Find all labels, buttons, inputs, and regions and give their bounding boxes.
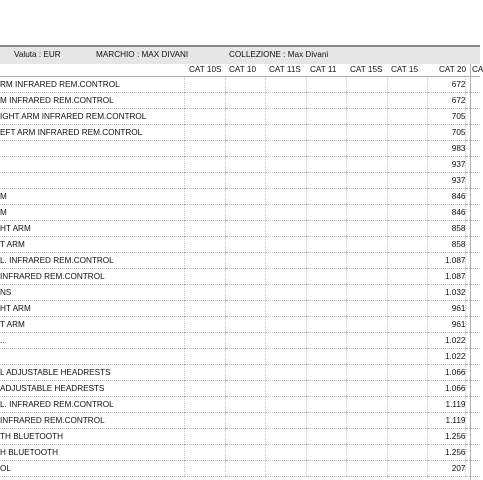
price-cell [266, 365, 306, 381]
price-cell [466, 109, 480, 125]
row-description: T ARM [0, 317, 185, 333]
row-description: NS [0, 285, 185, 301]
price-cell [306, 365, 346, 381]
price-cell [225, 237, 265, 253]
price-cell [306, 381, 346, 397]
price-cell [347, 253, 387, 269]
price-cell [185, 253, 225, 269]
price-cell [266, 349, 306, 365]
price-cell [266, 237, 306, 253]
cat20-price-cell: 983 [428, 141, 466, 157]
price-cell [347, 77, 387, 93]
price-cell [347, 141, 387, 157]
column-header-row [0, 64, 483, 77]
price-cell [387, 333, 427, 349]
price-cell [306, 445, 346, 461]
price-cell [306, 77, 346, 93]
price-cell [306, 157, 346, 173]
price-cell [225, 221, 265, 237]
price-list-meta-bar [0, 45, 480, 65]
price-cell [387, 397, 427, 413]
cat20-price-cell: 1.119 [428, 397, 466, 413]
price-cell [347, 349, 387, 365]
price-cell [266, 461, 306, 477]
table-row [0, 125, 480, 141]
price-cell [466, 349, 480, 365]
price-cell [466, 413, 480, 429]
price-cell [306, 125, 346, 141]
price-cell [466, 237, 480, 253]
cat20-price-cell: 672 [428, 93, 466, 109]
row-description: T ARM [0, 237, 185, 253]
price-cell [225, 349, 265, 365]
price-cell [347, 381, 387, 397]
price-cell [306, 429, 346, 445]
column-divider [470, 64, 471, 480]
price-cell [185, 77, 225, 93]
row-description: H BLUETOOTH [0, 445, 185, 461]
table-row [0, 285, 480, 301]
price-cell [185, 445, 225, 461]
price-cell [306, 269, 346, 285]
price-cell [266, 269, 306, 285]
row-description [0, 157, 185, 173]
table-row [0, 269, 480, 285]
price-cell [387, 269, 427, 285]
cat20-price-cell: 705 [428, 125, 466, 141]
price-cell [266, 429, 306, 445]
cat20-price-cell: 1.087 [428, 253, 466, 269]
price-cell [387, 221, 427, 237]
price-cell [185, 317, 225, 333]
price-cell [387, 301, 427, 317]
table-row [0, 461, 480, 477]
column-header: CAT 11 [310, 65, 337, 74]
price-cell [347, 429, 387, 445]
cat20-price-cell: 846 [428, 205, 466, 221]
price-cell [266, 381, 306, 397]
price-cell [347, 365, 387, 381]
cat20-price-cell: 705 [428, 109, 466, 125]
price-cell [387, 461, 427, 477]
price-cell [266, 189, 306, 205]
table-row [0, 237, 480, 253]
price-cell [466, 429, 480, 445]
row-description: TH BLUETOOTH [0, 429, 185, 445]
column-header: CA [472, 65, 483, 74]
table-row [0, 157, 480, 173]
cat20-price-cell: 1.032 [428, 285, 466, 301]
price-cell [387, 189, 427, 205]
price-cell [185, 205, 225, 221]
column-header: CAT 10 [229, 65, 256, 74]
price-cell [347, 269, 387, 285]
price-list-sheet [0, 45, 483, 480]
brand-label: MARCHIO : MAX DIVANI [96, 50, 189, 59]
price-cell [306, 221, 346, 237]
cat20-price-cell: 1.119 [428, 413, 466, 429]
price-cell [185, 397, 225, 413]
table-row [0, 189, 480, 205]
price-cell [466, 317, 480, 333]
price-cell [185, 349, 225, 365]
price-cell [347, 397, 387, 413]
price-cell [347, 333, 387, 349]
price-cell [466, 125, 480, 141]
table-row [0, 173, 480, 189]
price-cell [347, 173, 387, 189]
price-cell [266, 253, 306, 269]
price-cell [306, 205, 346, 221]
price-cell [466, 285, 480, 301]
cat20-price-cell: 1.066 [428, 381, 466, 397]
row-description: L. INFRARED REM.CONTROL [0, 253, 185, 269]
row-description: INFRARED REM.CONTROL [0, 413, 185, 429]
price-cell [225, 141, 265, 157]
price-cell [387, 253, 427, 269]
price-cell [225, 173, 265, 189]
cat20-price-cell: 1.022 [428, 333, 466, 349]
price-cell [347, 461, 387, 477]
price-cell [266, 397, 306, 413]
price-cell [266, 157, 306, 173]
table-row [0, 413, 480, 429]
row-description: IGHT ARM INFRARED REM.CONTROL [0, 109, 185, 125]
price-cell [266, 301, 306, 317]
price-cell [185, 173, 225, 189]
price-cell [387, 349, 427, 365]
price-cell [225, 397, 265, 413]
price-cell [387, 317, 427, 333]
cat20-price-cell: 1.022 [428, 349, 466, 365]
price-cell [466, 141, 480, 157]
row-description: .. [0, 333, 185, 349]
cat20-price-cell: 1.087 [428, 269, 466, 285]
price-cell [185, 333, 225, 349]
table-row [0, 77, 480, 93]
price-cell [387, 109, 427, 125]
price-cell [387, 173, 427, 189]
price-cell [387, 285, 427, 301]
price-cell [225, 77, 265, 93]
price-cell [466, 221, 480, 237]
price-cell [347, 301, 387, 317]
price-cell [387, 429, 427, 445]
price-cell [225, 93, 265, 109]
price-cell [185, 301, 225, 317]
table-row [0, 141, 480, 157]
cat20-price-cell: 672 [428, 77, 466, 93]
row-description: M [0, 205, 185, 221]
price-cell [347, 317, 387, 333]
cat20-price-cell: 1.256 [428, 429, 466, 445]
row-description: ADJUSTABLE HEADRESTS [0, 381, 185, 397]
cat20-price-cell: 846 [428, 189, 466, 205]
price-cell [266, 317, 306, 333]
price-cell [225, 381, 265, 397]
price-cell [466, 381, 480, 397]
row-description [0, 173, 185, 189]
price-cell [306, 253, 346, 269]
price-cell [306, 461, 346, 477]
price-cell [306, 349, 346, 365]
column-header: CAT 20 [439, 65, 466, 74]
price-cell [185, 125, 225, 141]
price-cell [347, 157, 387, 173]
price-cell [466, 269, 480, 285]
row-description: INFRARED REM.CONTROL [0, 269, 185, 285]
price-cell [185, 365, 225, 381]
price-cell [185, 413, 225, 429]
row-description: HT ARM [0, 301, 185, 317]
price-cell [466, 253, 480, 269]
price-cell [225, 333, 265, 349]
price-cell [185, 429, 225, 445]
price-cell [387, 77, 427, 93]
price-cell [266, 205, 306, 221]
price-cell [225, 429, 265, 445]
price-cell [347, 237, 387, 253]
price-cell [306, 397, 346, 413]
price-cell [347, 93, 387, 109]
table-row [0, 381, 480, 397]
price-cell [266, 445, 306, 461]
price-cell [387, 413, 427, 429]
price-cell [306, 317, 346, 333]
price-cell [266, 413, 306, 429]
cat20-price-cell: 858 [428, 237, 466, 253]
price-cell [266, 125, 306, 141]
price-cell [185, 109, 225, 125]
cat20-price-cell: 1.256 [428, 445, 466, 461]
price-cell [387, 237, 427, 253]
price-cell [347, 413, 387, 429]
price-cell [185, 157, 225, 173]
cat20-price-cell: 961 [428, 301, 466, 317]
table-row [0, 205, 480, 221]
price-table [0, 77, 480, 477]
table-row [0, 301, 480, 317]
row-description [0, 141, 185, 157]
price-cell [306, 189, 346, 205]
price-cell [306, 413, 346, 429]
price-cell [466, 173, 480, 189]
price-cell [185, 93, 225, 109]
price-cell [185, 269, 225, 285]
price-cell [266, 173, 306, 189]
price-cell [225, 413, 265, 429]
price-cell [225, 301, 265, 317]
price-cell [225, 253, 265, 269]
price-cell [306, 173, 346, 189]
price-cell [387, 365, 427, 381]
row-description: M [0, 189, 185, 205]
price-cell [466, 301, 480, 317]
price-cell [306, 93, 346, 109]
price-cell [306, 301, 346, 317]
price-cell [185, 461, 225, 477]
table-row [0, 253, 480, 269]
price-cell [466, 445, 480, 461]
price-cell [347, 189, 387, 205]
price-cell [347, 205, 387, 221]
row-description: RM INFRARED REM.CONTROL [0, 77, 185, 93]
price-cell [387, 157, 427, 173]
column-header: CAT 11S [269, 65, 301, 74]
price-cell [466, 189, 480, 205]
price-cell [306, 333, 346, 349]
table-row [0, 445, 480, 461]
price-cell [225, 445, 265, 461]
price-cell [347, 221, 387, 237]
price-cell [225, 269, 265, 285]
price-cell [225, 189, 265, 205]
row-description [0, 349, 185, 365]
price-cell [306, 237, 346, 253]
column-header: CAT 15 [391, 65, 418, 74]
price-cell [466, 461, 480, 477]
price-cell [266, 221, 306, 237]
price-cell [225, 157, 265, 173]
currency-label: Valuta : EUR [14, 50, 61, 59]
price-cell [387, 445, 427, 461]
cat20-price-cell: 961 [428, 317, 466, 333]
price-cell [266, 333, 306, 349]
column-header: CAT 10S [189, 65, 222, 74]
table-row [0, 109, 480, 125]
row-description: EFT ARM INFRARED REM.CONTROL [0, 125, 185, 141]
price-cell [185, 141, 225, 157]
row-description: L. INFRARED REM.CONTROL [0, 397, 185, 413]
price-cell [466, 365, 480, 381]
column-header: CAT 15S [350, 65, 383, 74]
table-row [0, 365, 480, 381]
table-row [0, 397, 480, 413]
price-cell [387, 125, 427, 141]
table-row [0, 349, 480, 365]
table-row [0, 333, 480, 349]
price-cell [225, 461, 265, 477]
price-cell [306, 285, 346, 301]
price-cell [266, 93, 306, 109]
price-cell [466, 157, 480, 173]
price-cell [347, 125, 387, 141]
price-cell [185, 189, 225, 205]
price-cell [466, 93, 480, 109]
price-cell [387, 205, 427, 221]
price-cell [185, 285, 225, 301]
price-cell [225, 109, 265, 125]
table-row [0, 221, 480, 237]
price-cell [466, 77, 480, 93]
price-cell [466, 333, 480, 349]
price-cell [306, 109, 346, 125]
price-cell [225, 365, 265, 381]
row-description: M INFRARED REM.CONTROL [0, 93, 185, 109]
price-cell [347, 109, 387, 125]
price-cell [225, 125, 265, 141]
price-cell [225, 317, 265, 333]
cat20-price-cell: 937 [428, 173, 466, 189]
price-cell [266, 285, 306, 301]
price-cell [266, 77, 306, 93]
price-cell [266, 141, 306, 157]
price-cell [225, 205, 265, 221]
row-description: L ADJUSTABLE HEADRESTS [0, 365, 185, 381]
price-cell [347, 445, 387, 461]
collection-label: COLLEZIONE : Max Divani [229, 50, 329, 59]
table-row [0, 429, 480, 445]
price-cell [466, 205, 480, 221]
price-cell [387, 93, 427, 109]
cat20-price-cell: 858 [428, 221, 466, 237]
price-cell [185, 237, 225, 253]
price-cell [466, 397, 480, 413]
price-cell [266, 109, 306, 125]
table-row [0, 93, 480, 109]
price-cell [185, 381, 225, 397]
row-description: HT ARM [0, 221, 185, 237]
cat20-price-cell: 1.066 [428, 365, 466, 381]
price-cell [306, 141, 346, 157]
price-cell [185, 221, 225, 237]
cat20-price-cell: 937 [428, 157, 466, 173]
price-cell [347, 285, 387, 301]
price-cell [387, 381, 427, 397]
price-cell [225, 285, 265, 301]
row-description: OL [0, 461, 185, 477]
cat20-price-cell: 207 [428, 461, 466, 477]
price-cell [387, 141, 427, 157]
table-row [0, 317, 480, 333]
